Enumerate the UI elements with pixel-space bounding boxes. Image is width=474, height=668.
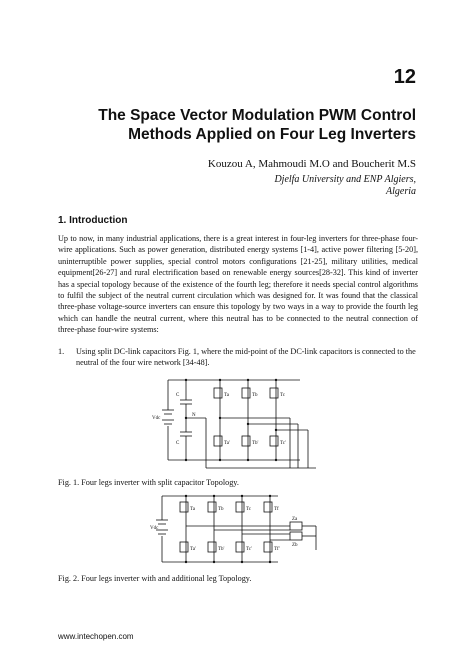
fig2-label-switch: Ta'	[190, 547, 196, 552]
fig2-label-switch: Tc	[246, 507, 251, 512]
figure-2-caption: Fig. 2. Four legs inverter with and additional leg Topology.	[58, 574, 252, 583]
list-item-number: 1.	[58, 347, 65, 356]
fig1-label-c-bottom: C	[176, 441, 180, 446]
affiliation-line-1: Djelfa University and ENP Algiers,	[274, 174, 416, 185]
fig1-label-switch: Tc	[280, 393, 285, 398]
title-line-1: The Space Vector Modulation PWM Control	[98, 107, 416, 124]
chapter-number: 12	[393, 66, 416, 88]
fig2-label-switch: Tb'	[218, 547, 225, 552]
affiliation-line-2: Algeria	[386, 186, 416, 197]
figure-2-diagram	[150, 490, 325, 568]
figure-1-caption: Fig. 1. Four legs inverter with split capacitor Topology.	[58, 478, 239, 487]
list-item	[58, 346, 418, 369]
fig1-label-switch: Ta	[224, 393, 229, 398]
figure-1-diagram	[150, 374, 325, 472]
fig1-label-switch: Tb	[252, 393, 258, 398]
fig1-label-vdc: Vdc	[152, 416, 161, 421]
fig2-label-vdc: Vdc	[150, 526, 159, 531]
fig2-label-switch: Tc'	[246, 547, 252, 552]
fig1-label-n: N	[192, 413, 196, 418]
fig1-label-c-top: C	[176, 393, 180, 398]
fig2-label-switch: Ta	[190, 507, 195, 512]
fig2-label-switch: Tb	[218, 507, 224, 512]
fig2-label-switch: Tf'	[274, 547, 280, 552]
title-line-2: Methods Applied on Four Leg Inverters	[128, 126, 416, 143]
fig2-label-switch: Tf	[274, 507, 279, 512]
fig1-label-switch: Tc'	[280, 441, 286, 446]
fig2-label-load: Za	[292, 517, 298, 522]
intro-paragraph: Up to now, in many industrial applications, there is a great interest in four-leg inverters for three-phase four-wire applications. Such as power generation, distributed energy systems [1-4], active power filtering [5-20], uninterruptible power supplies, special control motors configurations [21-25], military utilities, medical equipment[26-27] and rural electrification based on renewable energy sources[28-32]. This kind of inverter has a special topology because of the existence of the fourth leg; therefore it needs special control algorithms to fulfil the subject of the neutral current circulation which was designed for. It was found that the classical three-phase voltage-source inverters can ensure this topology by two ways in a way to provide the fourth leg which can handle the neutral current, where this neutral has to be connected to the neutral connection of three-phase four-wire systems:	[58, 234, 418, 335]
authors: Kouzou A, Mahmoudi M.O and Boucherit M.S	[207, 158, 416, 170]
fig1-label-switch: Ta'	[224, 441, 230, 446]
chapter-title	[58, 106, 416, 144]
list-item-text: Using split DC-link capacitors Fig. 1, where the mid-point of the DC-link capacitors is connected to the neutral of the four wire network [34-48].	[76, 347, 416, 368]
affiliation	[274, 174, 416, 198]
footer-url: www.intechopen.com	[58, 632, 134, 641]
section-heading: 1. Introduction	[58, 215, 128, 226]
fig1-label-switch: Tb'	[252, 441, 259, 446]
fig2-label-load: Zb	[292, 543, 298, 548]
